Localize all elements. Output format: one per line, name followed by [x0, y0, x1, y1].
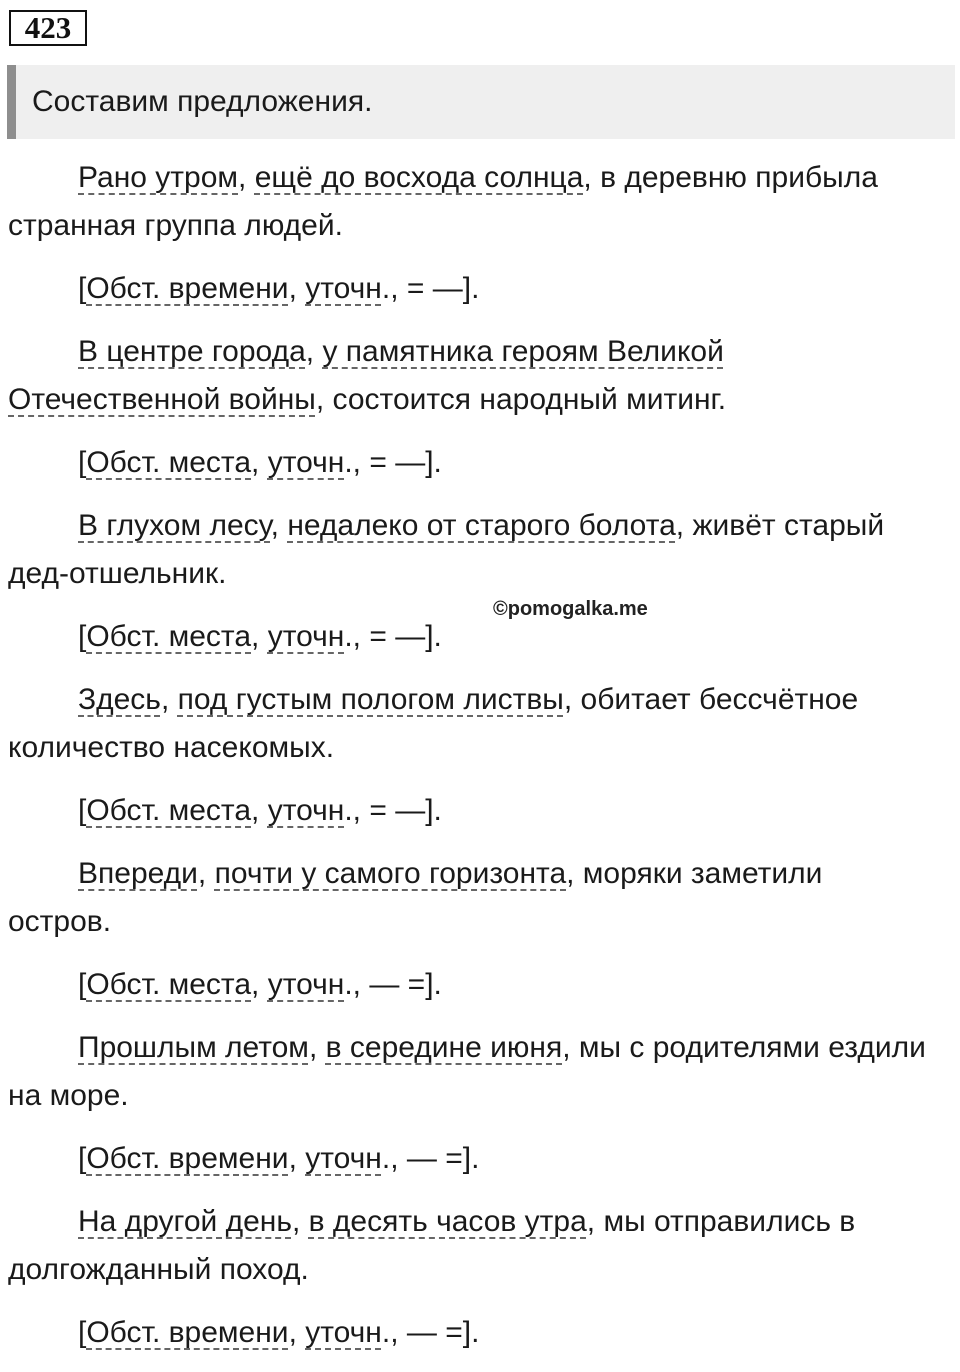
scheme-text: [	[78, 446, 87, 479]
sentence-text: ,	[291, 1205, 309, 1238]
scheme-underlined: уточн	[305, 1316, 382, 1349]
sentence-text: ,	[305, 335, 323, 368]
watermark: ©pomogalka.me	[493, 598, 648, 620]
scheme-text: [	[78, 1316, 87, 1349]
sentence-scheme	[8, 613, 928, 661]
sentence-scheme	[8, 961, 928, 1009]
sentence	[8, 676, 928, 772]
sentence-scheme	[8, 1135, 928, 1183]
underlined-phrase: под густым пологом листвы	[177, 683, 564, 716]
sentence	[8, 154, 928, 250]
scheme-text: ,	[251, 968, 268, 1001]
underlined-phrase: Прошлым летом	[78, 1031, 309, 1064]
scheme-text: [	[78, 272, 87, 305]
sentence	[8, 850, 928, 946]
sentence-scheme	[8, 265, 928, 313]
sentence-scheme	[8, 787, 928, 835]
scheme-text: ,	[251, 794, 268, 827]
sentence-text: ,	[308, 1031, 326, 1064]
sentence-text: , в деревню прибыла странная группа людей.	[8, 161, 878, 242]
scheme-text: ., — =].	[381, 1142, 480, 1175]
underlined-phrase: в десять часов утра	[308, 1205, 587, 1238]
underlined-phrase: ещё до восхода солнца	[254, 161, 584, 194]
sentence-text: , обитает бессчётное количество насекомых.	[8, 683, 859, 764]
exercise-number: 423	[9, 10, 87, 46]
scheme-text: ,	[251, 620, 268, 653]
scheme-underlined: уточн	[267, 968, 345, 1001]
underlined-phrase: почти у самого горизонта	[214, 857, 567, 890]
scheme-underlined: уточн	[267, 794, 345, 827]
sentence-scheme	[8, 1309, 928, 1357]
sentence-text: , живёт старый дед-отшельник.	[8, 509, 885, 590]
underlined-phrase: Здесь	[78, 683, 161, 716]
scheme-underlined: Обст. места	[86, 620, 252, 653]
sentence	[8, 328, 928, 424]
sentence-text: , состоится народный митинг.	[315, 383, 727, 416]
sentence-text: ,	[270, 509, 288, 542]
sentence-text: , моряки заметили остров.	[8, 857, 823, 938]
underlined-phrase: На другой день	[78, 1205, 292, 1238]
underlined-phrase: в середине июня	[325, 1031, 563, 1064]
scheme-underlined: Обст. времени	[86, 1142, 289, 1175]
scheme-text: [	[78, 1142, 87, 1175]
scheme-underlined: уточн	[305, 1142, 382, 1175]
sentence-text: ,	[197, 857, 215, 890]
scheme-underlined: уточн	[267, 620, 345, 653]
sentence-scheme	[8, 439, 928, 487]
sentence	[8, 502, 928, 598]
sentence-text: ,	[238, 161, 255, 194]
task-header: Составим предложения.	[7, 65, 955, 139]
scheme-text: [	[78, 968, 87, 1001]
scheme-text: ., = —].	[344, 794, 442, 827]
sentence-text: , мы отправились в долгожданный поход.	[8, 1205, 856, 1286]
scheme-underlined: Обст. места	[86, 968, 252, 1001]
scheme-underlined: Обст. времени	[86, 272, 289, 305]
sentence-text: , мы с родителями ездили на море.	[8, 1031, 926, 1112]
scheme-text: ., — =].	[344, 968, 442, 1001]
underlined-phrase: недалеко от старого болота	[287, 509, 676, 542]
underlined-phrase: Рано утром	[78, 161, 239, 194]
scheme-underlined: Обст. места	[86, 794, 252, 827]
scheme-underlined: уточн	[267, 446, 345, 479]
scheme-underlined: Обст. времени	[86, 1316, 289, 1349]
scheme-text: [	[78, 620, 87, 653]
scheme-underlined: Обст. места	[86, 446, 252, 479]
underlined-phrase: у памятника героям Великой Отечественной войны	[8, 335, 724, 416]
scheme-text: ,	[288, 1142, 306, 1175]
scheme-underlined: уточн	[305, 272, 382, 305]
underlined-phrase: В глухом лесу	[78, 509, 271, 542]
scheme-text: [	[78, 794, 87, 827]
scheme-text: ,	[251, 446, 268, 479]
sentence	[8, 1198, 928, 1294]
sentence	[8, 1024, 928, 1120]
scheme-text: ., = —].	[381, 272, 480, 305]
underlined-phrase: Впереди	[78, 857, 198, 890]
scheme-text: ., = —].	[344, 620, 442, 653]
scheme-text: ,	[288, 272, 306, 305]
sentence-text: ,	[160, 683, 178, 716]
answer-content	[8, 154, 928, 1372]
underlined-phrase: В центре города	[78, 335, 306, 368]
scheme-text: ., = —].	[344, 446, 442, 479]
scheme-text: ., — =].	[381, 1316, 480, 1349]
scheme-text: ,	[288, 1316, 306, 1349]
